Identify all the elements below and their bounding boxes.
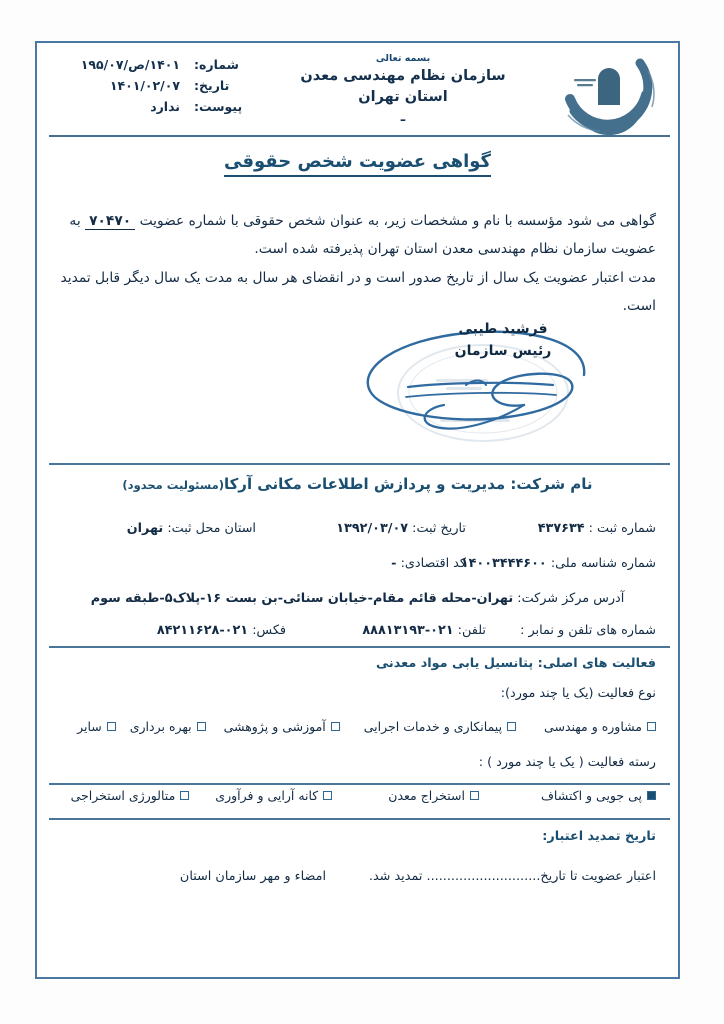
reg-number-cell bbox=[466, 521, 656, 536]
checkbox-label: سایر bbox=[77, 719, 102, 734]
invocation-text: بسمه تعالی bbox=[375, 53, 431, 64]
national-id-row bbox=[59, 556, 656, 571]
checkbox-label: متالورژی استخراجی bbox=[70, 788, 176, 803]
checkbox-unchecked-icon[interactable] bbox=[470, 791, 479, 800]
reg-province-value: تهران bbox=[126, 521, 164, 536]
reg-date-value: ۱۳۹۲/۰۳/۰۷ bbox=[336, 521, 409, 536]
checkbox-option[interactable] bbox=[541, 788, 656, 803]
phone-label: تلفن: bbox=[457, 623, 486, 638]
meta-row-date bbox=[48, 78, 248, 93]
body-paragraph-1 bbox=[59, 208, 656, 263]
company-legal-form: (مسئولیت محدود) bbox=[122, 478, 224, 492]
date-value: ۱۴۰۱/۰۲/۰۷ bbox=[109, 78, 180, 93]
renewal-title: تاریخ تمدید اعتبار: bbox=[542, 829, 656, 844]
section-divider-4 bbox=[49, 818, 670, 820]
checkbox-option[interactable] bbox=[215, 788, 332, 803]
reg-number-label: شماره ثبت : bbox=[588, 521, 656, 536]
checkbox-option[interactable] bbox=[224, 719, 340, 734]
national-id-value: ۱۴۰۰۳۴۴۴۶۰۰ bbox=[460, 556, 547, 571]
checkbox-unchecked-icon[interactable] bbox=[197, 722, 206, 731]
reg-number-value: ۴۳۷۶۳۴ bbox=[537, 521, 585, 536]
activity-category-heading: رسته فعالیت ( یک یا چند مورد ) : bbox=[478, 755, 656, 770]
phone-value: ۰۲۱-۸۸۸۱۳۱۹۳ bbox=[362, 623, 454, 638]
address-label: آدرس مرکز شرکت: bbox=[517, 591, 625, 606]
address-value: تهران-محله قائم مقام-خیابان سنائی-بن بست ۱۶-پلاک۵-طبقه سوم bbox=[90, 591, 514, 606]
main-activity-line bbox=[376, 656, 656, 671]
renewal-signature-note: امضاء و مهر سازمان استان bbox=[179, 869, 326, 884]
checkbox-label: مشاوره و مهندسی bbox=[544, 719, 642, 734]
meta-row-number bbox=[48, 57, 248, 72]
reg-date-cell bbox=[256, 521, 466, 536]
main-activity-label: فعالیت های اصلی: bbox=[537, 656, 656, 671]
organization-heading bbox=[278, 53, 528, 125]
renewal-text-after: تمدید شد. bbox=[368, 869, 423, 884]
address-row bbox=[59, 591, 656, 606]
national-id-cell bbox=[460, 556, 656, 571]
activity-category-options bbox=[59, 788, 656, 803]
page-frame bbox=[35, 41, 680, 979]
document-header bbox=[37, 43, 678, 135]
activity-type-options bbox=[59, 719, 656, 734]
signatory-role: رئیس سازمان bbox=[454, 342, 552, 359]
company-name-value: مدیریت و پردازش اطلاعات مکانی آرکا bbox=[223, 475, 506, 493]
activity-type-heading: نوع فعالیت (یک یا چند مورد): bbox=[500, 686, 656, 701]
body-paragraph-2: مدت اعتبار عضویت یک سال از تاریخ صدور است و در انقضای هر سال به مدت یک سال دیگر قابل تمدید است. bbox=[60, 270, 656, 314]
number-value: ۱۴۰۱/ص/۱۹۵/۰۷ bbox=[80, 57, 180, 72]
organization-name-line1: سازمان نظام مهندسی معدن bbox=[300, 68, 506, 84]
company-name-label: نام شرکت: bbox=[510, 475, 593, 493]
number-label: شماره: bbox=[194, 57, 239, 72]
renewal-text-before: اعتبار عضویت تا تاریخ bbox=[540, 869, 656, 884]
checkbox-unchecked-icon[interactable] bbox=[107, 722, 116, 731]
checkbox-label: آموزشی و پژوهشی bbox=[223, 719, 326, 734]
checkbox-label: پیمانکاری و خدمات اجرایی bbox=[363, 719, 503, 734]
header-meta-block bbox=[48, 57, 248, 120]
checkbox-unchecked-icon[interactable] bbox=[647, 722, 656, 731]
meta-row-attachment bbox=[48, 99, 248, 114]
organization-logo-icon bbox=[548, 49, 668, 139]
checkbox-unchecked-icon[interactable] bbox=[331, 722, 340, 731]
attachment-label: پیوست: bbox=[194, 99, 243, 114]
certificate-body bbox=[59, 208, 656, 322]
checkbox-option[interactable] bbox=[388, 788, 479, 803]
body-text-part2: به عضویت سازمان نظام مهندسی معدن استان تهران پذیرفته شده است. bbox=[69, 213, 656, 257]
checkbox-option[interactable] bbox=[71, 788, 190, 803]
signatory-info bbox=[428, 319, 578, 362]
economic-code-value: - bbox=[391, 556, 397, 571]
checkbox-option[interactable] bbox=[130, 719, 206, 734]
reg-date-label: تاریخ ثبت: bbox=[412, 521, 466, 536]
checkbox-unchecked-icon[interactable] bbox=[323, 791, 332, 800]
body-text-part1: گواهی می شود مؤسسه با نام و مشخصات زیر، به عنوان شخص حقوقی با شماره عضویت bbox=[139, 213, 656, 229]
signatory-name: فرشید طیبی bbox=[458, 321, 548, 337]
checkbox-label: بهره برداری bbox=[129, 719, 192, 734]
checkbox-unchecked-icon[interactable] bbox=[180, 791, 189, 800]
fax-cell bbox=[157, 623, 286, 638]
renewal-dots: ............................ bbox=[426, 869, 541, 884]
section-divider-1 bbox=[49, 463, 670, 465]
contact-row bbox=[59, 623, 656, 638]
registration-row bbox=[59, 521, 656, 536]
page-title bbox=[37, 151, 678, 172]
organization-dash: ـ bbox=[400, 110, 406, 126]
national-id-label: شماره شناسه ملی: bbox=[550, 556, 656, 571]
phone-cell bbox=[286, 623, 486, 638]
address-cell bbox=[91, 591, 625, 606]
reg-province-label: استان محل ثبت: bbox=[167, 521, 256, 536]
attachment-value: ندارد bbox=[150, 99, 180, 114]
company-name-heading bbox=[59, 475, 656, 493]
checkbox-option[interactable] bbox=[364, 719, 516, 734]
renewal-statement bbox=[326, 869, 656, 884]
checkbox-option[interactable] bbox=[77, 719, 116, 734]
reg-province-cell bbox=[127, 521, 256, 536]
section-divider-3 bbox=[49, 783, 670, 785]
economic-code-cell bbox=[256, 556, 466, 571]
membership-number: ۷۰۴۷۰ bbox=[85, 213, 135, 230]
contact-label-cell: شماره های تلفن و نمابر : bbox=[520, 623, 656, 638]
date-label: تاریخ: bbox=[194, 78, 230, 93]
fax-value: ۰۲۱-۸۴۲۱۱۶۲۸ bbox=[156, 623, 249, 638]
checkbox-label: استخراج معدن bbox=[388, 788, 465, 803]
checkbox-option[interactable] bbox=[544, 719, 656, 734]
checkbox-label: کانه آرایی و فرآوری bbox=[215, 788, 319, 803]
main-activity-value: پتانسیل یابی مواد معدنی bbox=[375, 656, 534, 671]
checkbox-unchecked-icon[interactable] bbox=[507, 722, 516, 731]
signature-block bbox=[348, 313, 648, 453]
section-divider-2 bbox=[49, 646, 670, 648]
checkbox-label: پی جویی و اکتشاف bbox=[540, 788, 642, 803]
renewal-row bbox=[59, 869, 656, 884]
fax-label: فکس: bbox=[252, 623, 286, 638]
organization-name-line2: استان تهران bbox=[358, 89, 448, 106]
checkbox-checked-icon[interactable] bbox=[647, 791, 656, 800]
page-title-text: گواهی عضویت شخص حقوقی bbox=[224, 151, 491, 177]
economic-code-label: کد اقتصادی: bbox=[400, 556, 466, 571]
header-divider bbox=[49, 135, 670, 137]
